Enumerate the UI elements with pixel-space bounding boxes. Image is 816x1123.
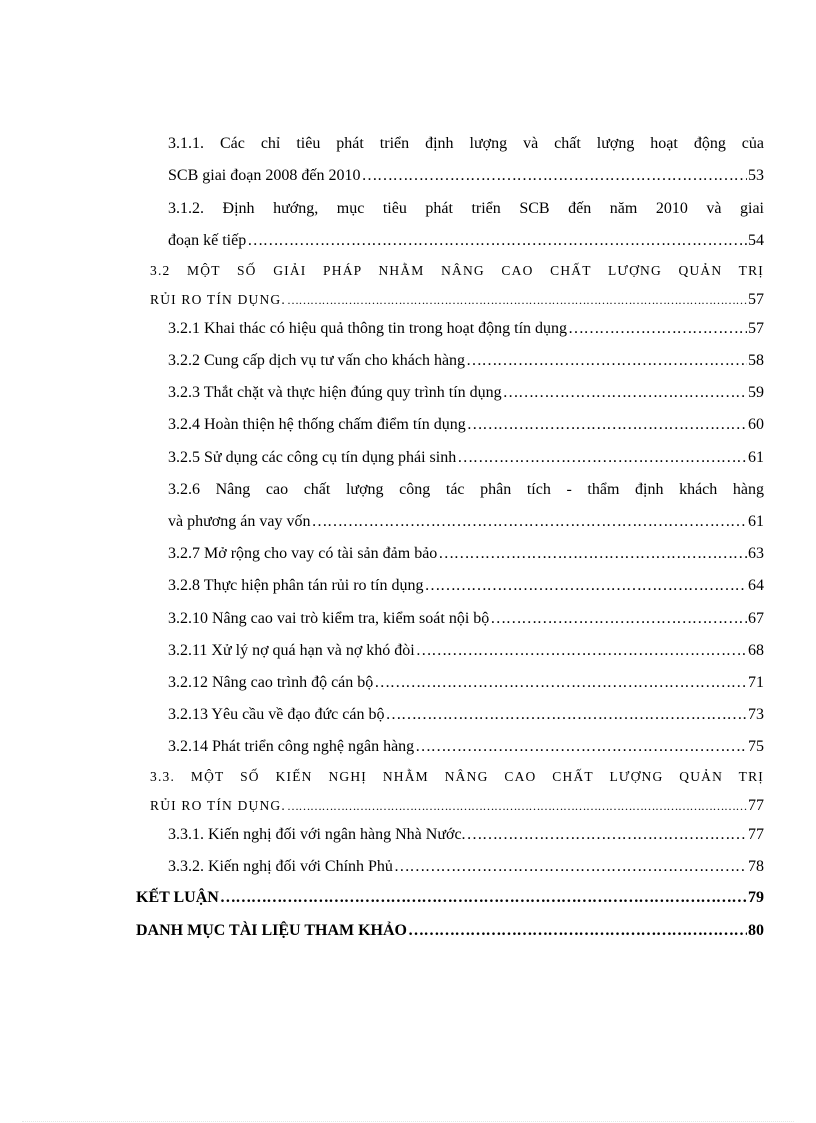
dot-leader <box>361 164 747 188</box>
dot-leader <box>503 381 747 405</box>
dot-leader <box>385 703 747 727</box>
toc-section-title-line1: 3.2 MỘT SỐ GIẢI PHÁP NHẰM NÂNG CAO CHẤT LƯỢNG QUẢN TRỊ <box>150 263 764 278</box>
dot-leader <box>490 607 747 631</box>
toc-entry-title: 3.2.5 Sử dụng các công cụ tín dụng phái sinh <box>168 449 457 466</box>
dot-leader <box>467 823 747 847</box>
page-number: 59 <box>748 384 764 401</box>
dot-leader <box>438 542 747 566</box>
page-number: 71 <box>748 674 764 691</box>
toc-entry-title-line1: 3.2.6 Nâng cao chất lượng công tác phân tích - thẩm định khách hàng <box>168 481 764 498</box>
page-bottom-divider <box>22 1121 794 1122</box>
page-number: 67 <box>748 610 764 627</box>
toc-entry-title: 3.2.12 Nâng cao trình độ cán bộ <box>168 674 374 691</box>
dot-leader <box>220 886 747 910</box>
dot-leader <box>287 288 747 312</box>
page-number: 53 <box>748 167 764 184</box>
toc-entry-title: 3.2.7 Mở rộng cho vay có tài sản đảm bảo <box>168 545 438 562</box>
toc-entry-title: 3.2.13 Yêu cầu về đạo đức cán bộ <box>168 706 385 723</box>
page-number: 78 <box>748 858 764 875</box>
toc-entry-title-line1: 3.1.1. Các chỉ tiêu phát triển định lượng và chất lượng hoạt động của <box>168 135 764 152</box>
dot-leader <box>394 855 747 879</box>
dot-leader <box>568 317 747 341</box>
page-number: 58 <box>748 352 764 369</box>
page-number: 77 <box>748 797 764 814</box>
page-number: 57 <box>748 291 764 308</box>
page-number: 63 <box>748 545 764 562</box>
page-number: 64 <box>748 577 764 594</box>
page-number: 60 <box>748 416 764 433</box>
toc-entry-title: 3.3.2. Kiến nghị đối với Chính Phủ <box>168 858 393 875</box>
toc-entry-title-line2: và phương án vay vốn <box>168 513 311 530</box>
page-number: 61 <box>748 513 764 530</box>
toc-entry-title: 3.3.1. Kiến nghị đối với ngân hàng Nhà Nước. <box>168 826 466 843</box>
dot-leader <box>424 574 747 598</box>
toc-entry-title: 3.2.4 Hoàn thiện hệ thống chấm điểm tín dụng <box>168 416 466 433</box>
toc-entry-title-line2: SCB giai đoạn 2008 đến 2010 <box>168 167 361 184</box>
page-number: 79 <box>748 889 764 906</box>
page-number: 61 <box>748 449 764 466</box>
toc-entry-title: 3.2.8 Thực hiện phân tán rủi ro tín dụng <box>168 577 424 594</box>
toc-entry-title: 3.2.11 Xử lý nợ quá hạn và nợ khó đòi <box>168 642 415 659</box>
page-number: 77 <box>748 826 764 843</box>
toc-section-title-line1: 3.3. MỘT SỐ KIẾN NGHỊ NHẰM NÂNG CAO CHẤT LƯỢNG QUẢN TRỊ <box>150 769 764 784</box>
dot-leader <box>311 510 747 534</box>
toc-entry-title: KẾT LUẬN <box>136 889 219 906</box>
toc-entry-title: DANH MỤC TÀI LIỆU THAM KHẢO <box>136 922 407 939</box>
toc-entry-title-line1: 3.1.2. Định hướng, mục tiêu phát triển SCB đến năm 2010 và giai <box>168 200 764 217</box>
page-number: 54 <box>748 232 764 249</box>
toc-entry-title: 3.2.3 Thắt chặt và thực hiện đúng quy trình tín dụng <box>168 384 502 401</box>
dot-leader <box>287 794 747 818</box>
dot-leader <box>415 735 747 759</box>
toc-entry-title-line2: đoạn kế tiếp <box>168 232 247 249</box>
toc-entry-title: 3.2.1 Khai thác có hiệu quả thông tin trong hoạt động tín dụng <box>168 320 568 337</box>
dot-leader <box>466 349 747 373</box>
page-number: 75 <box>748 738 764 755</box>
dot-leader <box>457 446 747 470</box>
toc-section-title-line2: RỦI RO TÍN DỤNG. <box>150 292 286 307</box>
toc-entry-title: 3.2.14 Phát triển công nghệ ngân hàng <box>168 738 415 755</box>
dot-leader <box>374 671 747 695</box>
page-number: 68 <box>748 642 764 659</box>
page-number: 57 <box>748 320 764 337</box>
page-number: 80 <box>748 922 764 939</box>
dot-leader <box>408 919 747 943</box>
dot-leader <box>247 229 747 253</box>
toc-entry-title: 3.2.10 Nâng cao vai trò kiểm tra, kiểm soát nội bộ <box>168 610 490 627</box>
page-number: 73 <box>748 706 764 723</box>
dot-leader <box>416 639 747 663</box>
toc-entry-title: 3.2.2 Cung cấp dịch vụ tư vấn cho khách hàng <box>168 352 466 369</box>
toc-section-title-line2: RỦI RO TÍN DỤNG. <box>150 798 286 813</box>
dot-leader <box>467 413 747 437</box>
